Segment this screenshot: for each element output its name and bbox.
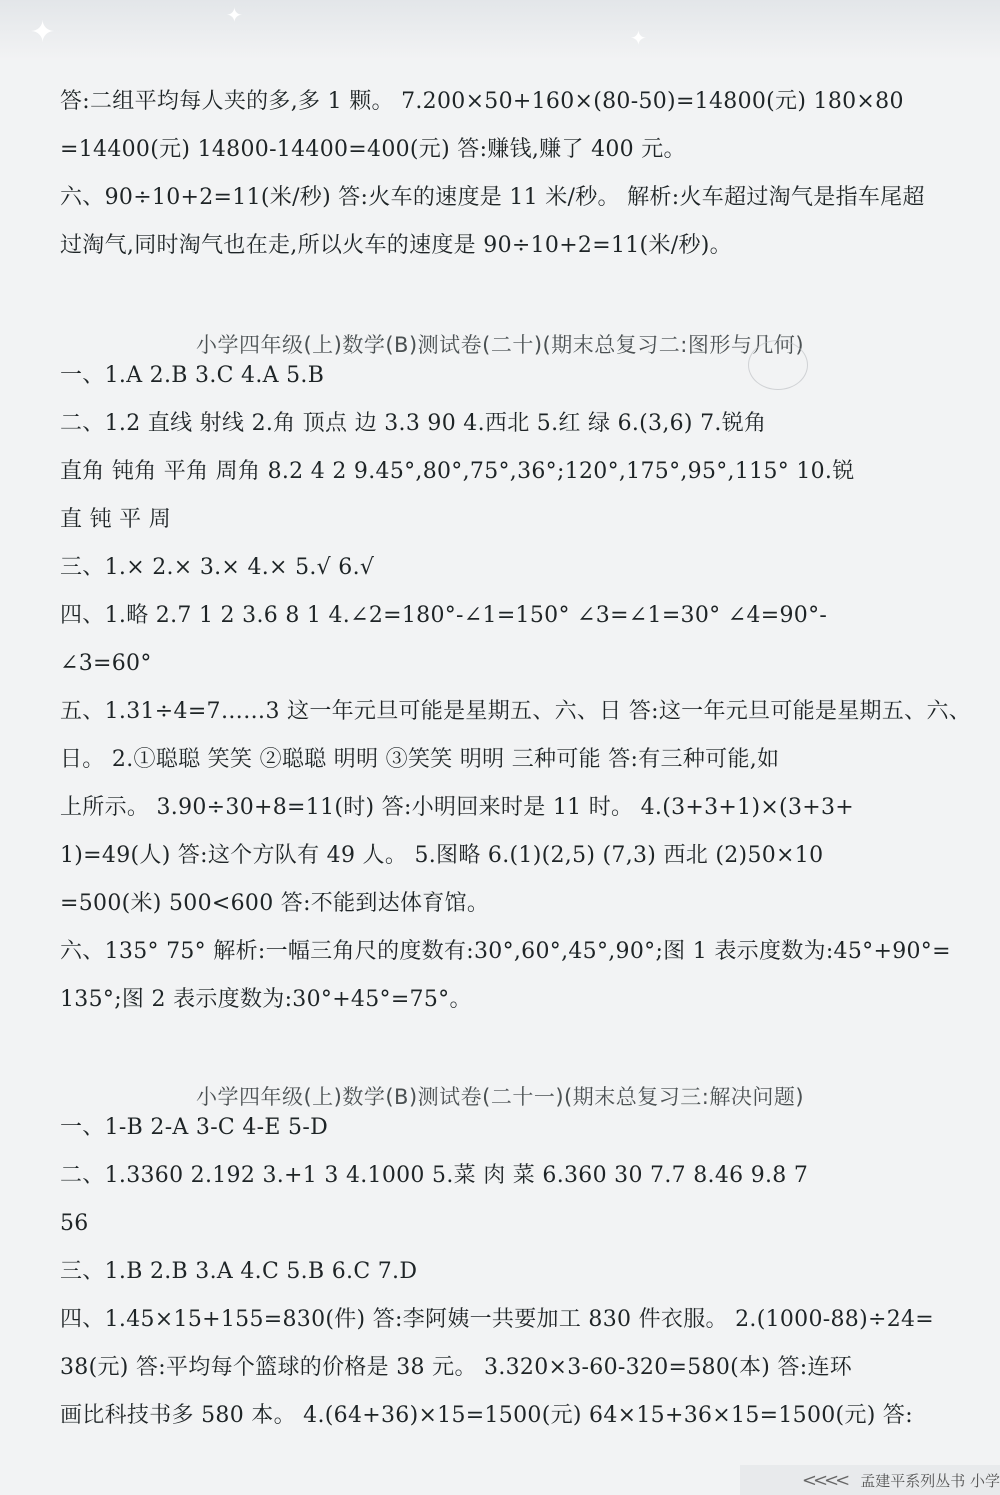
answer-line: ∠3=60° — [60, 651, 152, 676]
answer-line: 三、1.× 2.× 3.× 4.× 5.√ 6.√ — [60, 555, 375, 580]
answer-line: 56 — [60, 1211, 89, 1236]
answer-line: 直 钝 平 周 — [60, 507, 172, 532]
answer-line: 三、1.B 2.B 3.A 4.C 5.B 6.C 7.D — [60, 1259, 418, 1284]
answer-line: 一、1.A 2.B 3.C 4.A 5.B — [60, 363, 325, 388]
stamp-mark — [748, 340, 808, 390]
answer-line: =14400(元) 14800-14400=400(元) 答:赚钱,赚了 400 元。 — [60, 137, 686, 162]
answer-line: 五、1.31÷4=7……3 这一年元旦可能是星期五、六、日 答:这一年元旦可能是星期五、六、 — [60, 699, 972, 724]
answer-line: 六、90÷10+2=11(米/秒) 答:火车的速度是 11 米/秒。 解析:火车超过淘气是指车尾超 — [60, 185, 925, 210]
answer-line: 过淘气,同时淘气也在走,所以火车的速度是 90÷10+2=11(米/秒)。 — [60, 233, 732, 258]
page-footer — [740, 1465, 1000, 1495]
answer-line: 一、1-B 2-A 3-C 4-E 5-D — [60, 1115, 329, 1140]
answer-line: 四、1.45×15+155=830(件) 答:李阿姨一共要加工 830 件衣服。 2.(1000-88)÷24= — [60, 1307, 935, 1332]
answer-line: 二、1.3360 2.192 3.+1 3 4.1000 5.菜 肉 菜 6.360 30 7.7 8.46 9.8 7 — [60, 1163, 809, 1188]
answer-line: 38(元) 答:平均每个篮球的价格是 38 元。 3.320×3-60-320=580(本) 答:连环 — [60, 1355, 853, 1380]
answer-line: =500(米) 500<600 答:不能到达体育馆。 — [60, 891, 490, 916]
section-heading: 小学四年级(上)数学(B)测试卷(二十)(期末总复习二:图形与几何) — [195, 333, 805, 357]
sparkle-icon: ✦ — [226, 3, 243, 27]
answer-line: 二、1.2 直线 射线 2.角 顶点 边 3.3 90 4.西北 5.红 绿 6.(3,6) 7.锐角 — [60, 411, 767, 436]
answer-line: 上所示。 3.90÷30+8=11(时) 答:小明回来时是 11 时。 4.(3+3+1)×(3+3+ — [60, 795, 855, 820]
sparkle-icon: ✦ — [630, 26, 647, 50]
section-heading: 小学四年级(上)数学(B)测试卷(二十一)(期末总复习三:解决问题) — [195, 1085, 805, 1109]
sparkle-icon: ✦ — [30, 15, 56, 50]
arrows-icon: <<<< — [801, 1469, 847, 1491]
answer-line: 六、135° 75° 解析:一幅三角尺的度数有:30°,60°,45°,90°;图 1 表示度数为:45°+90°= — [60, 939, 951, 964]
answer-line: 答:二组平均每人夹的多,多 1 颗。 7.200×50+160×(80-50)=14800(元) 180×80 — [60, 89, 904, 114]
answer-line: 直角 钝角 平角 周角 8.2 4 2 9.45°,80°,75°,36°;120°,175°,95°,115° 10.锐 — [60, 459, 855, 484]
answer-line: 四、1.略 2.7 1 2 3.6 8 1 4.∠2=180°-∠1=150° ∠3=∠1=30° ∠4=90°- — [60, 603, 828, 628]
answer-line: 1)=49(人) 答:这个方队有 49 人。 5.图略 6.(1)(2,5) (7,3) 西北 (2)50×10 — [60, 843, 824, 868]
answer-line: 画比科技书多 580 本。 4.(64+36)×15=1500(元) 64×15+36×15=1500(元) 答: — [60, 1403, 913, 1428]
series-title: 孟建平系列丛书 小学 — [860, 1471, 1000, 1490]
answer-line: 135°;图 2 表示度数为:30°+45°=75°。 — [60, 987, 472, 1012]
answer-line: 日。 2.①聪聪 笑笑 ②聪聪 明明 ③笑笑 明明 三种可能 答:有三种可能,如 — [60, 747, 780, 772]
